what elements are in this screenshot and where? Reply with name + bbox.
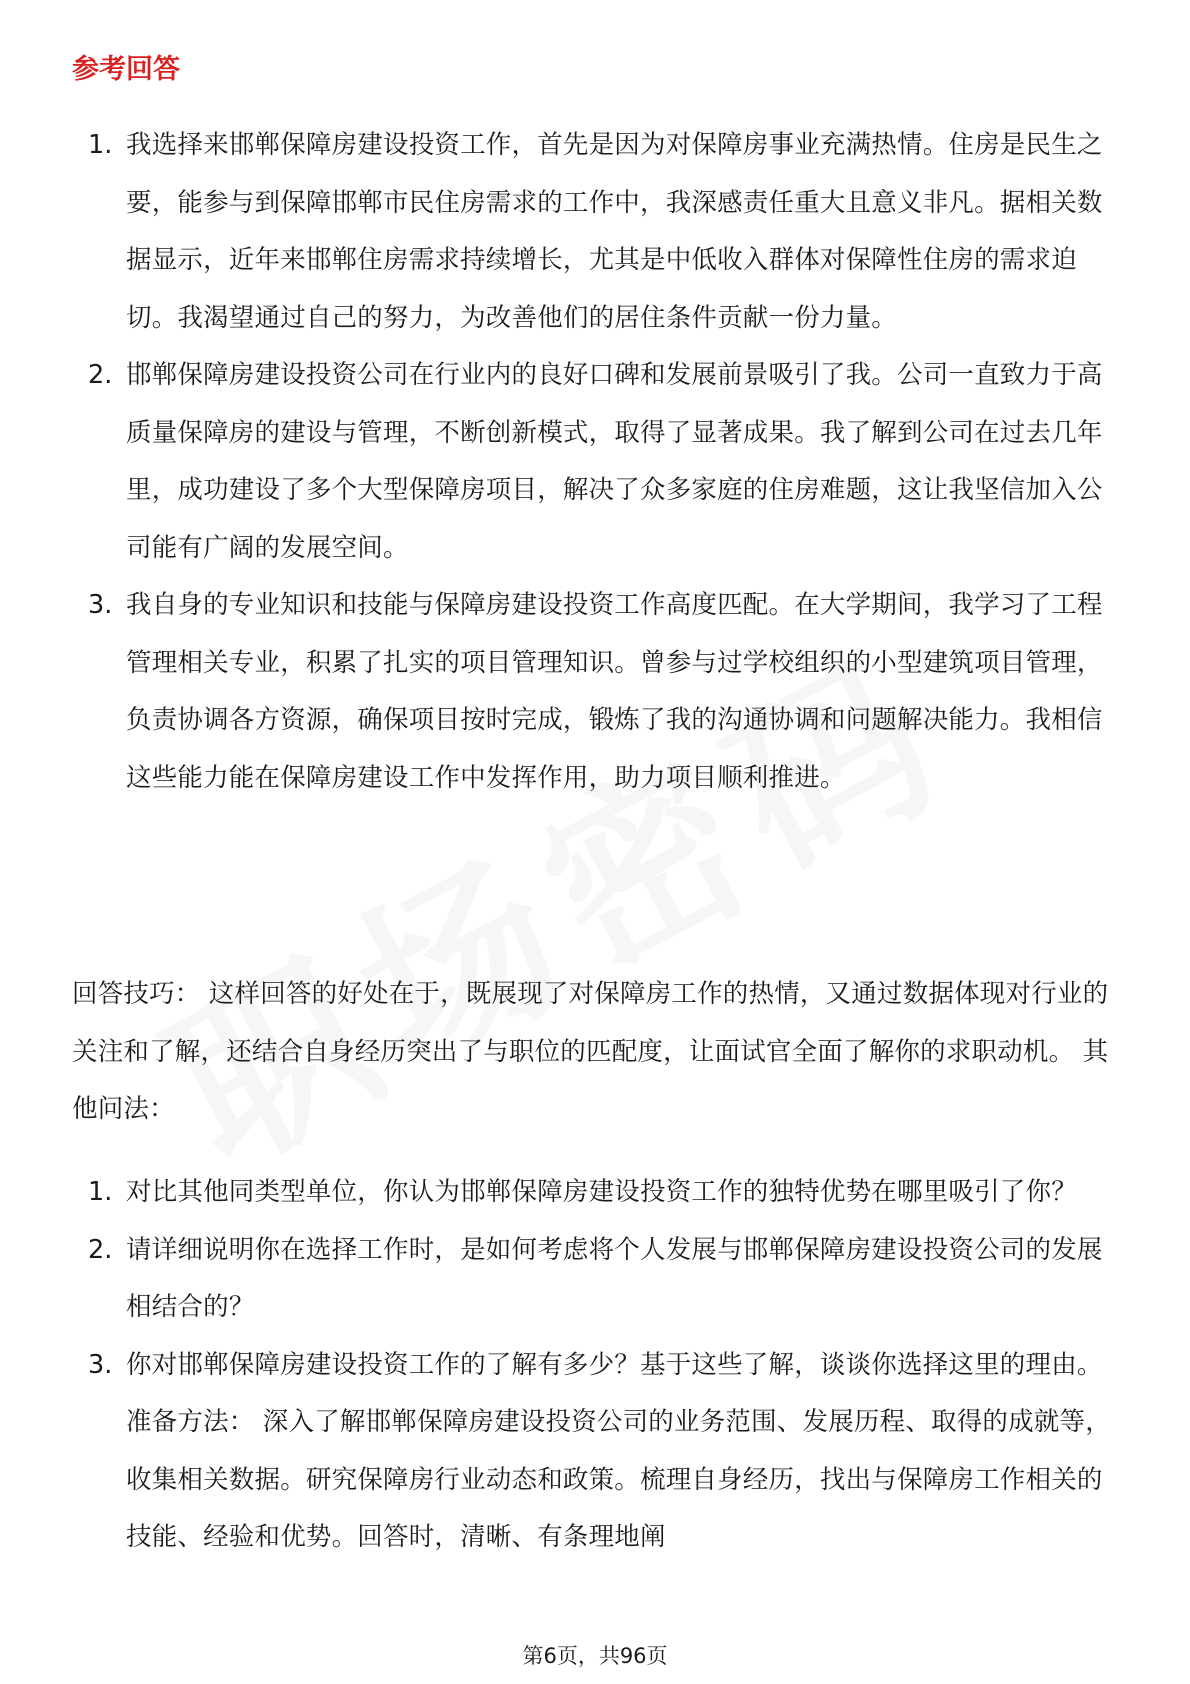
tips-paragraph: 回答技巧： 这样回答的好处在于，既展现了对保障房工作的热情，又通过数据体现对行业的关注和了解，还结合自身经历突出了与职位的匹配度，让面试官全面了解你的求职动机。 其他问法： (72, 979, 1109, 1124)
list-item (0, 1337, 1116, 1567)
item-text: 我选择来邯郸保障房建设投资工作，首先是因为对保障房事业充满热情。住房是民生之要，能参与到保障邯郸市民住房需求的工作中，我深感责任重大且意义非凡。据相关数据显示，近年来邯郸住房需求持续增长，尤其是中低收入群体对保障性住房的需求迫切。我渴望通过自己的努力，为改善他们的居住条件贡献一份力量。 (126, 130, 1103, 333)
item-number: 2. (88, 1234, 113, 1265)
list-item (0, 117, 1116, 347)
list-item (0, 347, 1116, 577)
page-footer: 第6页，共96页 (522, 1644, 668, 1668)
question-list (0, 1164, 1116, 1567)
item-number: 2. (88, 360, 113, 390)
section-heading: 参考回答 (72, 54, 180, 85)
item-number: 1. (88, 1177, 113, 1207)
item-number: 1. (88, 130, 113, 160)
item-text: 对比其他同类型单位，你认为邯郸保障房建设投资工作的独特优势在哪里吸引了你？ (126, 1177, 1077, 1207)
item-text: 邯郸保障房建设投资公司在行业内的良好口碑和发展前景吸引了我。公司一直致力于高质量保障房的建设与管理，不断创新模式，取得了显著成果。我了解到公司在过去几年里，成功建设了多个大型保障房项目，解决了众多家庭的住房难题，这让我坚信加入公司能有广阔的发展空间。 (126, 360, 1103, 563)
item-number: 3. (88, 590, 113, 620)
item-text: 请详细说明你在选择工作时，是如何考虑将个人发展与邯郸保障房建设投资公司的发展相结合的？ (126, 1234, 1103, 1322)
list-item (0, 577, 1116, 807)
list-item (0, 1222, 1116, 1337)
item-number: 3. (88, 1349, 113, 1380)
list-item (0, 1164, 1116, 1222)
answer-list (0, 117, 1116, 807)
item-text: 我自身的专业知识和技能与保障房建设投资工作高度匹配。在大学期间，我学习了工程管理相关专业，积累了扎实的项目管理知识。曾参与过学校组织的小型建筑项目管理，负责协调各方资源，确保项目按时完成，锻炼了我的沟通协调和问题解决能力。我相信这些能力能在保障房建设工作中发挥作用，助力项目顺利推进。 (126, 590, 1103, 793)
item-text: 你对邯郸保障房建设投资工作的了解有多少？基于这些了解，谈谈你选择这里的理由。 准备方法： 深入了解邯郸保障房建设投资公司的业务范围、发展历程、取得的成就等，收集相关数据。研究保障房行业动态和政策。梳理自身经历，找出与保障房工作相关的技能、经验和优势。回答时，清晰、有条理地阐 (126, 1349, 1111, 1552)
